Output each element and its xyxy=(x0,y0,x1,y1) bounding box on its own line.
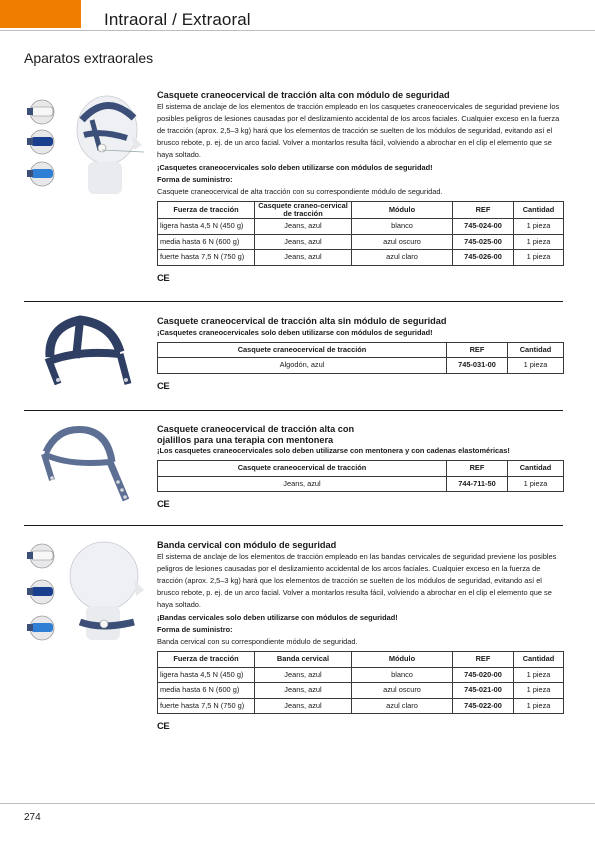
column-header: REF xyxy=(453,652,514,668)
column-header: REF xyxy=(447,461,508,477)
table-cell: Jeans, azul xyxy=(255,250,352,266)
table-cell: 1 pieza xyxy=(514,250,564,266)
column-header: REF xyxy=(453,202,514,219)
product-table xyxy=(157,201,564,266)
module-light-blue xyxy=(27,162,54,186)
product-description: El sistema de anclaje de los elementos de tracción empleado en los casquetes craneocervicales de seguridad previene los posibles peligros de lesiones causadas por el deslizamiento accidental de los arcos faciales. Cualquier exceso en la fuerza de tracción (aprox. 2,5–3 kg) hará que los elementos de tracción se suelten de los módulos de seguridad, evitando así el brusco rebote, p. ej. de un arco facial. Volver a montarlos resulta fácil, volviendo a abrochar en el clip el elemento que se haya soltado. xyxy=(157,101,560,160)
table-row xyxy=(158,250,564,266)
supply-text: Casquete craneocervical de alta tracción con su correspondiente módulo de seguridad. xyxy=(157,186,443,196)
product-title: Banda cervical con módulo de seguridad xyxy=(157,540,337,550)
header-divider xyxy=(0,30,595,31)
table-header-row xyxy=(158,461,564,477)
module-white xyxy=(27,100,54,124)
ref-cell: 745-026-00 xyxy=(453,250,514,266)
table-row xyxy=(158,358,564,374)
table-cell: 1 pieza xyxy=(514,698,564,714)
headgear-with-module-image xyxy=(22,90,150,198)
table-cell: ligera hasta 4,5 N (450 g) xyxy=(158,219,255,235)
product-title: Casquete craneocervical de tracción alta con ojalillos para una terapia con mentonera xyxy=(157,424,355,445)
table-cell: Jeans, azul xyxy=(255,698,352,714)
column-header: Fuerza de tracción xyxy=(158,652,255,668)
cervical-band-image xyxy=(22,540,150,648)
ref-cell: 745-021-00 xyxy=(453,683,514,699)
table-cell: Jeans, azul xyxy=(158,476,447,492)
ce-mark: CE xyxy=(157,721,170,733)
table-row xyxy=(158,698,564,714)
supply-text: Banda cervical con su correspondiente módulo de seguridad. xyxy=(157,636,358,646)
ref-cell: 745-022-00 xyxy=(453,698,514,714)
table-cell: media hasta 6 N (600 g) xyxy=(158,234,255,250)
product-title: Casquete craneocervical de tracción alta sin módulo de seguridad xyxy=(157,316,447,326)
ce-mark: CE xyxy=(157,272,170,284)
page-header-title: Intraoral / Extraoral xyxy=(104,10,251,29)
column-header: Casquete craneocervical de tracción xyxy=(158,342,447,358)
ce-mark: CE xyxy=(157,499,170,511)
supply-label: Forma de suministro: xyxy=(157,174,233,184)
column-header: Cantidad xyxy=(514,652,564,668)
supply-label: Forma de suministro: xyxy=(157,624,233,634)
table-cell: Algodón, azul xyxy=(158,358,447,374)
table-header-row xyxy=(158,652,564,668)
table-cell: Jeans, azul xyxy=(255,234,352,250)
table-cell: 1 pieza xyxy=(514,234,564,250)
module-dark-blue xyxy=(27,580,54,604)
product-warning: ¡Casquetes craneocervicales solo deben utilizarse con módulos de seguridad! xyxy=(157,162,433,172)
table-row xyxy=(158,476,564,492)
ce-mark: CE xyxy=(157,380,170,392)
ref-cell: 745-025-00 xyxy=(453,234,514,250)
orange-header-tab xyxy=(0,0,81,28)
column-header: Cantidad xyxy=(514,202,564,219)
table-cell: 1 pieza xyxy=(514,219,564,235)
product-warning: ¡Bandas cervicales solo deben utilizarse con módulos de seguridad! xyxy=(157,612,398,622)
product-warning: ¡Casquetes craneocervicales solo deben utilizarse con módulos de seguridad! xyxy=(157,327,433,337)
headgear-without-module-image xyxy=(40,312,132,394)
footer-divider xyxy=(0,803,595,804)
module-dark-blue xyxy=(27,130,54,154)
column-header: REF xyxy=(447,342,508,358)
section-title: Aparatos extraorales xyxy=(24,50,154,66)
table-cell: fuerte hasta 7,5 N (750 g) xyxy=(158,250,255,266)
table-cell: 1 pieza xyxy=(514,667,564,683)
product-table xyxy=(157,460,564,492)
table-cell: Jeans, azul xyxy=(255,219,352,235)
column-header: Casquete craneocervical de tracción xyxy=(158,461,447,477)
table-cell: blanco xyxy=(352,667,453,683)
mannequin-head xyxy=(70,542,144,640)
ref-cell: 744-711-50 xyxy=(447,476,508,492)
column-header: Cantidad xyxy=(508,342,564,358)
product-description: El sistema de anclaje de los elementos de tracción empleado en las bandas cervicales de seguridad previene los posibles peligros de lesiones causadas por el deslizamiento accidental de los arcos faciales. Cualquier exceso en la fuerza de tracción (aprox. 2,5–3 kg) hará que los elementos de tracción se suelten de los módulos de seguridad, evitando así el brusco rebote, p. ej. de un arco facial. Volver a montarlos resulta fácil, volviendo a abrochar en el clip el elemento que se haya soltado. xyxy=(157,551,557,610)
page-number: 274 xyxy=(24,812,41,823)
product-table xyxy=(157,651,564,714)
mannequin-head xyxy=(77,96,144,194)
section-divider xyxy=(24,410,563,411)
table-cell: Jeans, azul xyxy=(255,683,352,699)
column-header: Fuerza de tracción xyxy=(158,202,255,219)
product-headgear-with-module xyxy=(157,90,564,285)
table-cell: 1 pieza xyxy=(508,358,564,374)
table-cell: fuerte hasta 7,5 N (750 g) xyxy=(158,698,255,714)
table-row xyxy=(158,234,564,250)
table-cell: 1 pieza xyxy=(514,683,564,699)
table-cell: Jeans, azul xyxy=(255,667,352,683)
ref-cell: 745-024-00 xyxy=(453,219,514,235)
table-cell: blanco xyxy=(352,219,453,235)
module-light-blue xyxy=(27,616,54,640)
table-cell: ligera hasta 4,5 N (450 g) xyxy=(158,667,255,683)
ref-cell: 745-031-00 xyxy=(447,358,508,374)
table-header-row xyxy=(158,342,564,358)
product-headgear-without-module xyxy=(157,316,564,393)
section-divider xyxy=(24,525,563,526)
product-cervical-band xyxy=(157,540,564,733)
ref-cell: 745-020-00 xyxy=(453,667,514,683)
table-cell: azul claro xyxy=(352,250,453,266)
table-cell: azul oscuro xyxy=(352,234,453,250)
table-row xyxy=(158,667,564,683)
column-header: Banda cervical xyxy=(255,652,352,668)
product-table xyxy=(157,342,564,374)
column-header: Casquete craneo-cervical de tracción xyxy=(255,202,352,219)
table-cell: azul claro xyxy=(352,698,453,714)
product-warning: ¡Los casquetes craneocervicales solo deben utilizarse con mentonera y con cadenas elastoméricas! xyxy=(157,446,510,455)
product-headgear-with-eyelets xyxy=(157,424,564,511)
column-header: Módulo xyxy=(352,652,453,668)
table-cell: media hasta 6 N (600 g) xyxy=(158,683,255,699)
column-header: Cantidad xyxy=(508,461,564,477)
section-divider xyxy=(24,301,563,302)
headgear-with-eyelets-image xyxy=(38,422,134,512)
table-header-row xyxy=(158,202,564,219)
table-row xyxy=(158,219,564,235)
table-row xyxy=(158,683,564,699)
table-cell: 1 pieza xyxy=(508,476,564,492)
column-header: Módulo xyxy=(352,202,453,219)
product-title: Casquete craneocervical de tracción alta con módulo de seguridad xyxy=(157,90,450,100)
module-white xyxy=(27,544,54,568)
table-cell: azul oscuro xyxy=(352,683,453,699)
